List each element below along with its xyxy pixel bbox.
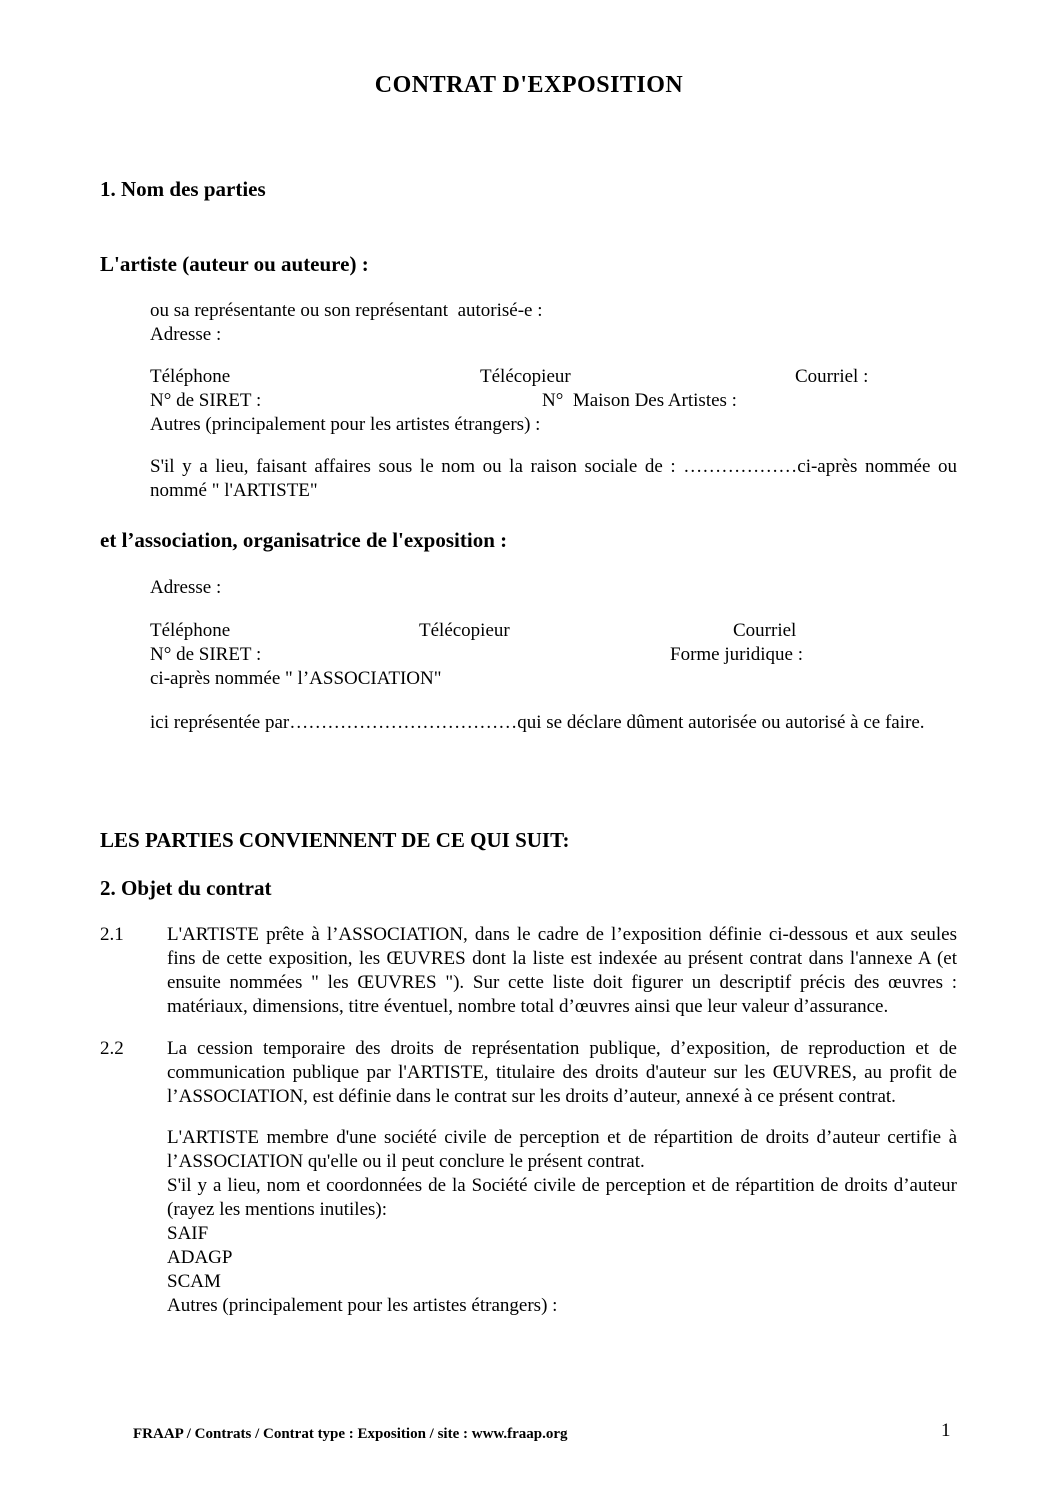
section-2-heading: 2. Objet du contrat	[100, 876, 272, 900]
society-item-scam: SCAM	[167, 1271, 221, 1292]
artist-certification-paragraph: L'ARTISTE membre d'une société civile de perception et de répartition de droits d’auteur certifie à l’ASSOCIATION qu'elle ou il peut conclure le présent contrat.	[167, 1127, 957, 1172]
association-named-clause: ci-après nommée " l’ASSOCIATION"	[150, 668, 442, 689]
document-title: CONTRAT D'EXPOSITION	[374, 72, 684, 98]
association-legal-form-label: Forme juridique :	[670, 644, 803, 665]
agreement-heading: LES PARTIES CONVIENNENT DE CE QUI SUIT:	[100, 828, 570, 852]
artist-siret-row	[150, 389, 1010, 413]
artist-fax-label: Télécopieur	[480, 366, 571, 387]
clause-2-2-number: 2.2	[100, 1038, 124, 1059]
artist-business-name-paragraph: S'il y a lieu, faisant affaires sous le nom ou la raison sociale de : ………………ci-après nommée ou nommé " l'ARTISTE"	[150, 456, 957, 501]
association-contact-row	[150, 619, 1010, 643]
association-siret-row	[150, 643, 1010, 667]
clause-2-1-number: 2.1	[100, 924, 124, 945]
society-info-paragraph: S'il y a lieu, nom et coordonnées de la Société civile de perception et de répartition de droits d’auteur (rayez les mentions inutiles):	[167, 1175, 957, 1220]
artist-representative-line: ou sa représentante ou son représentant autorisé-e :	[150, 300, 543, 321]
artist-heading: L'artiste (auteur ou auteure) :	[100, 252, 369, 276]
clause-2-2-text: La cession temporaire des droits de représentation publique, d’exposition, de reproduction et de communication publique par l'ARTISTE, titulaire des droits d'auteur sur les ŒUVRES, au profit de l’ASSOCIATION, est définie dans le contrat sur les droits d’auteur, annexé à ce présent contrat.	[167, 1038, 957, 1107]
association-email-label: Courriel	[733, 620, 797, 641]
association-siret-label: N° de SIRET :	[150, 644, 262, 665]
continuation-others-label: Autres (principalement pour les artistes étrangers) :	[167, 1295, 558, 1316]
artist-email-label: Courriel :	[795, 366, 869, 387]
artist-phone-label: Téléphone	[150, 366, 231, 387]
clause-2-2	[100, 1037, 957, 1109]
footer-breadcrumb: FRAAP / Contrats / Contrat type : Exposition / site : www.fraap.org	[133, 1426, 568, 1442]
association-named-row	[150, 667, 1010, 691]
section-1-heading: 1. Nom des parties	[100, 177, 266, 201]
association-address-label: Adresse :	[150, 577, 222, 598]
artist-siret-label: N° de SIRET :	[150, 390, 262, 411]
clause-2-2-continuation	[167, 1126, 957, 1318]
page-number: 1	[941, 1420, 951, 1441]
association-phone-label: Téléphone	[150, 620, 231, 641]
association-represented-paragraph: ici représentée par………………………………qui se déclare dûment autorisée ou autorisé à ce faire.	[150, 712, 925, 733]
society-item-saif: SAIF	[167, 1223, 209, 1244]
association-fax-label: Télécopieur	[419, 620, 510, 641]
clause-2-1	[100, 923, 957, 1019]
association-heading: et l’association, organisatrice de l'exposition :	[100, 528, 508, 552]
clause-2-1-text: L'ARTISTE prête à l’ASSOCIATION, dans le cadre de l’exposition définie ci-dessous et aux seules fins de cette exposition, les ŒUVRES dont la liste est indexée au présent contrat dans l'annexe A (et ensuite nommées " les ŒUVRES "). Sur cette liste doit figurer un descriptif précis des œuvres : matériaux, dimensions, titre éventuel, nombre total d’œuvres ainsi que leur valeur d’assurance.	[167, 924, 957, 1017]
artist-address-label: Adresse :	[150, 324, 222, 345]
artist-intro-block	[150, 299, 1010, 347]
artist-others-row	[150, 413, 1010, 437]
artist-contact-row	[150, 365, 1010, 389]
association-address-row	[150, 576, 1010, 600]
artist-others-label: Autres (principalement pour les artistes étrangers) :	[150, 414, 541, 435]
society-item-adagp: ADAGP	[167, 1247, 233, 1268]
artist-mda-label: N° Maison Des Artistes :	[542, 390, 737, 411]
